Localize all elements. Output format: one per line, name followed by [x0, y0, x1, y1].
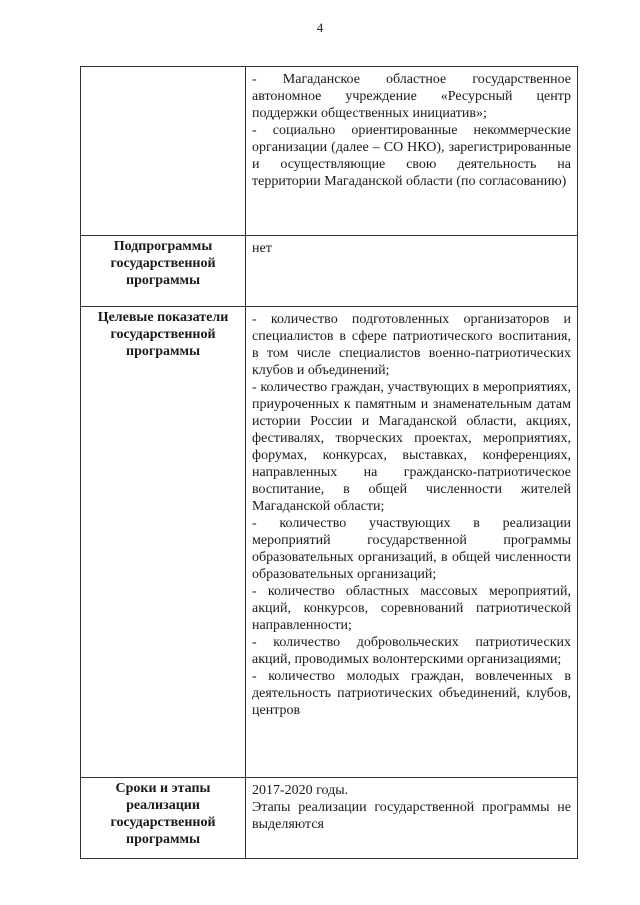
page-number: 4 — [316, 20, 324, 35]
targets-label: Целевые показатели государственной программы — [81, 307, 246, 778]
table-row-executors — [81, 67, 578, 236]
target-indicator-item: - количество молодых граждан, вовлеченных в деятельность патриотических объединений, клубов, центров — [252, 669, 571, 718]
target-indicator-item: - количество участвующих в реализации мероприятий государственной программы образовательных организаций, в общей численности образовательных организаций; — [252, 516, 571, 582]
target-indicator-item: - количество областных массовых мероприятий, акций, конкурсов, соревнований патриотической направленности; — [252, 584, 571, 633]
subprograms-value: нет — [246, 236, 578, 307]
terms-item: 2017-2020 годы. — [252, 783, 349, 798]
terms-value — [246, 778, 578, 859]
subprograms-label: Подпрограммы государственной программы — [81, 236, 246, 307]
executors-label — [81, 67, 246, 236]
program-passport-table — [80, 66, 578, 859]
targets-value — [246, 307, 578, 778]
executor-item: - социально ориентированные некоммерческие организации (далее – СО НКО), зарегистрированные и осуществляющие свою деятельность на территории Магаданской области (по согласованию) — [252, 123, 571, 189]
executor-item: - Магаданское областное государственное автономное учреждение «Ресурсный центр поддержки общественных инициатив»; — [252, 72, 571, 121]
table-row-subprograms — [81, 236, 578, 307]
executors-value — [246, 67, 578, 236]
table-row-terms — [81, 778, 578, 859]
table-row-targets — [81, 307, 578, 778]
target-indicator-item: - количество добровольческих патриотических акций, проводимых волонтерскими организациями; — [252, 635, 571, 667]
terms-item: Этапы реализации государственной программы не выделяются — [252, 800, 571, 832]
terms-label: Сроки и этапы реализации государственной программы — [81, 778, 246, 859]
target-indicator-item: - количество граждан, участвующих в мероприятиях, приуроченных к памятным и знаменательным датам истории России и Магаданской области, акциях, фестивалях, творческих проектах, мероприятиях, форумах, конкурсах, выставках, конференциях, направленных на гражданско-патриотическое воспитание, в общей численности жителей Магаданской области; — [252, 380, 571, 514]
target-indicator-item: - количество подготовленных организаторов и специалистов в сфере патриотического воспитания, в том числе специалистов военно-патриотических клубов и объединений; — [252, 312, 571, 378]
